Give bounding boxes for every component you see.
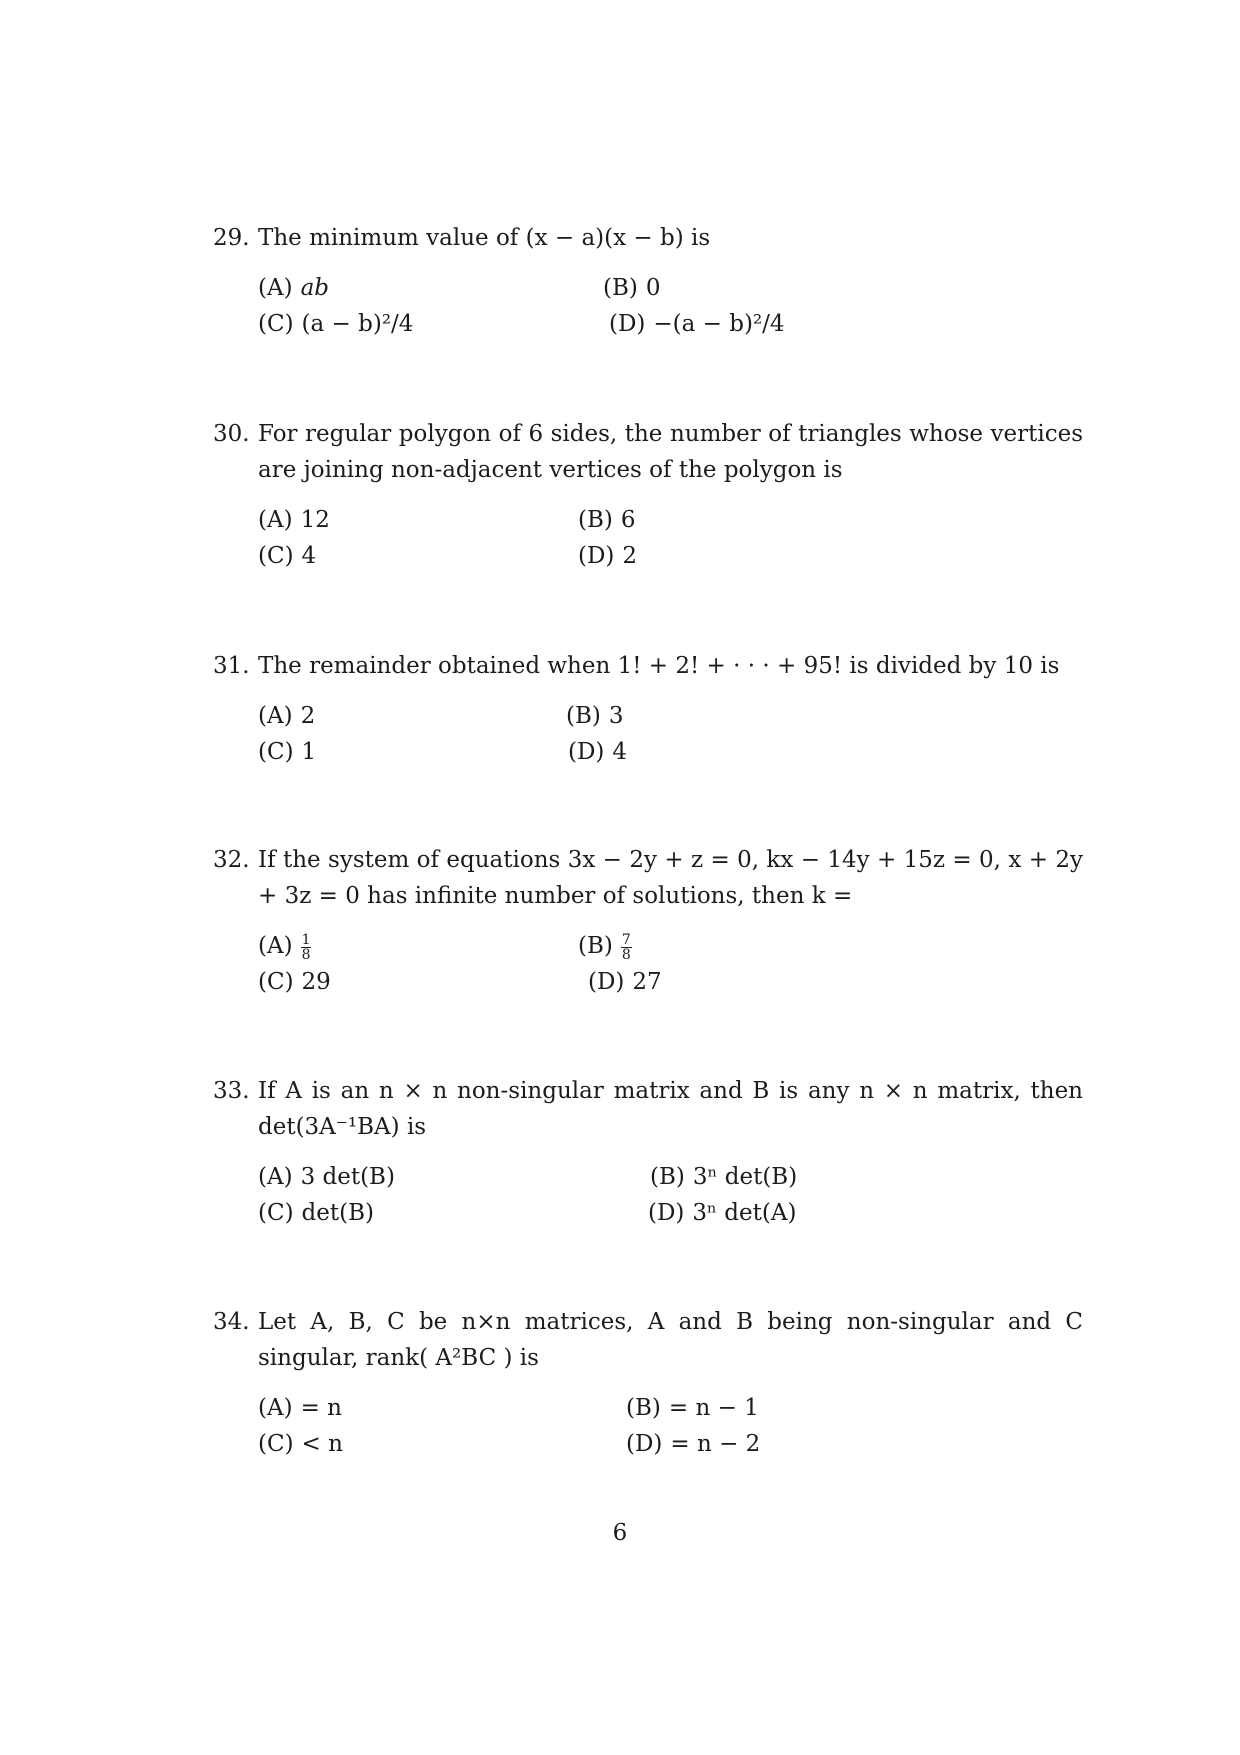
option-text: = n − 1	[668, 1395, 759, 1421]
option-text: 6	[620, 507, 636, 533]
question-text: The remainder obtained when 1! + 2! + · · · + 95! is divided by 10 is	[258, 653, 1060, 679]
option-c	[258, 1426, 343, 1462]
option-b	[578, 928, 632, 964]
option-text: 4	[301, 543, 317, 569]
options	[258, 1159, 1083, 1231]
option-text: det(B)	[301, 1200, 374, 1226]
fraction-denominator: 8	[621, 946, 631, 963]
option-text: = n	[300, 1395, 342, 1421]
option-d	[568, 734, 627, 770]
question-32	[213, 842, 1083, 1000]
option-text: 27	[632, 969, 662, 995]
option-text: < n	[301, 1431, 343, 1457]
question-number: 33.	[213, 1078, 250, 1104]
option-d	[648, 1195, 796, 1231]
option-text: 0	[645, 275, 661, 301]
option-label: (A)	[258, 507, 293, 533]
option-label: (A)	[258, 275, 293, 301]
option-text: ab	[300, 275, 329, 301]
option-a	[258, 1390, 342, 1426]
option-label: (D)	[568, 739, 605, 765]
option-label: (D)	[648, 1200, 685, 1226]
option-text: −(a − b)²/4	[653, 311, 785, 337]
option-d	[588, 964, 662, 1000]
fraction-denominator: 8	[301, 946, 311, 963]
option-text: = n − 2	[670, 1431, 761, 1457]
fraction	[621, 933, 632, 962]
option-a	[258, 270, 329, 306]
question-number: 34.	[213, 1309, 250, 1335]
options	[258, 502, 1083, 574]
option-label: (B)	[578, 507, 613, 533]
option-text: (a − b)²/4	[301, 311, 414, 337]
question-text: For regular polygon of 6 sides, the number of triangles whose vertices are joining non-adjacent vertices of the polygon is	[258, 421, 1083, 483]
option-c	[258, 964, 331, 1000]
option-label: (B)	[603, 275, 638, 301]
option-label: (B)	[566, 703, 601, 729]
option-b	[578, 502, 636, 538]
option-label: (A)	[258, 1164, 293, 1190]
option-d	[626, 1426, 760, 1462]
option-b	[566, 698, 624, 734]
option-c	[258, 306, 413, 342]
option-text: 2	[622, 543, 638, 569]
page-number: 6	[612, 1520, 628, 1546]
question-34	[213, 1304, 1083, 1462]
option-b	[626, 1390, 759, 1426]
options	[258, 698, 1083, 770]
option-text: 29	[301, 969, 331, 995]
question-text: Let A, B, C be n×n matrices, A and B being non-singular and C singular, rank( A²BC ) is	[258, 1309, 1083, 1371]
options	[258, 270, 1083, 342]
option-label: (D)	[609, 311, 646, 337]
option-text: 12	[300, 507, 330, 533]
question-number: 31.	[213, 653, 250, 679]
option-a	[258, 928, 311, 964]
question-text: If A is an n × n non-singular matrix and B is any n × n matrix, then det(3A⁻¹BA) is	[258, 1078, 1083, 1140]
question-33	[213, 1073, 1083, 1231]
option-label: (C)	[258, 543, 294, 569]
option-label: (C)	[258, 1200, 294, 1226]
option-label: (B)	[626, 1395, 661, 1421]
option-label: (B)	[650, 1164, 685, 1190]
option-label: (C)	[258, 969, 294, 995]
fraction	[301, 933, 312, 962]
question-30	[213, 416, 1083, 574]
question-29	[213, 220, 1083, 342]
question-number: 32.	[213, 847, 250, 873]
question-31	[213, 648, 1083, 770]
option-text: 3	[608, 703, 624, 729]
question-number: 29.	[213, 225, 250, 251]
option-text: 3ⁿ det(A)	[692, 1200, 797, 1226]
option-c	[258, 1195, 374, 1231]
option-d	[578, 538, 637, 574]
fraction-numerator: 7	[621, 931, 631, 948]
option-a	[258, 698, 315, 734]
option-label: (B)	[578, 933, 613, 959]
option-label: (A)	[258, 1395, 293, 1421]
option-text: 1	[301, 739, 317, 765]
options	[258, 1390, 1083, 1462]
option-label: (C)	[258, 311, 294, 337]
option-label: (A)	[258, 933, 293, 959]
option-d	[609, 306, 785, 342]
question-text: The minimum value of (x − a)(x − b) is	[258, 225, 711, 251]
option-b	[603, 270, 661, 306]
option-c	[258, 734, 316, 770]
option-text: 4	[612, 739, 628, 765]
option-label: (C)	[258, 739, 294, 765]
fraction-numerator: 1	[301, 931, 311, 948]
option-c	[258, 538, 316, 574]
option-label: (D)	[578, 543, 615, 569]
options	[258, 928, 1083, 1000]
option-text: 3 det(B)	[300, 1164, 395, 1190]
question-text: If the system of equations 3x − 2y + z = 0, kx − 14y + 15z = 0, x + 2y + 3z = 0 has infinite number of solutions, then k =	[258, 847, 1083, 909]
option-label: (D)	[588, 969, 625, 995]
option-label: (C)	[258, 1431, 294, 1457]
option-b	[650, 1159, 797, 1195]
option-a	[258, 502, 330, 538]
option-label: (D)	[626, 1431, 663, 1457]
option-a	[258, 1159, 395, 1195]
option-label: (A)	[258, 703, 293, 729]
option-text: 3ⁿ det(B)	[692, 1164, 798, 1190]
question-number: 30.	[213, 421, 250, 447]
option-text: 2	[300, 703, 316, 729]
